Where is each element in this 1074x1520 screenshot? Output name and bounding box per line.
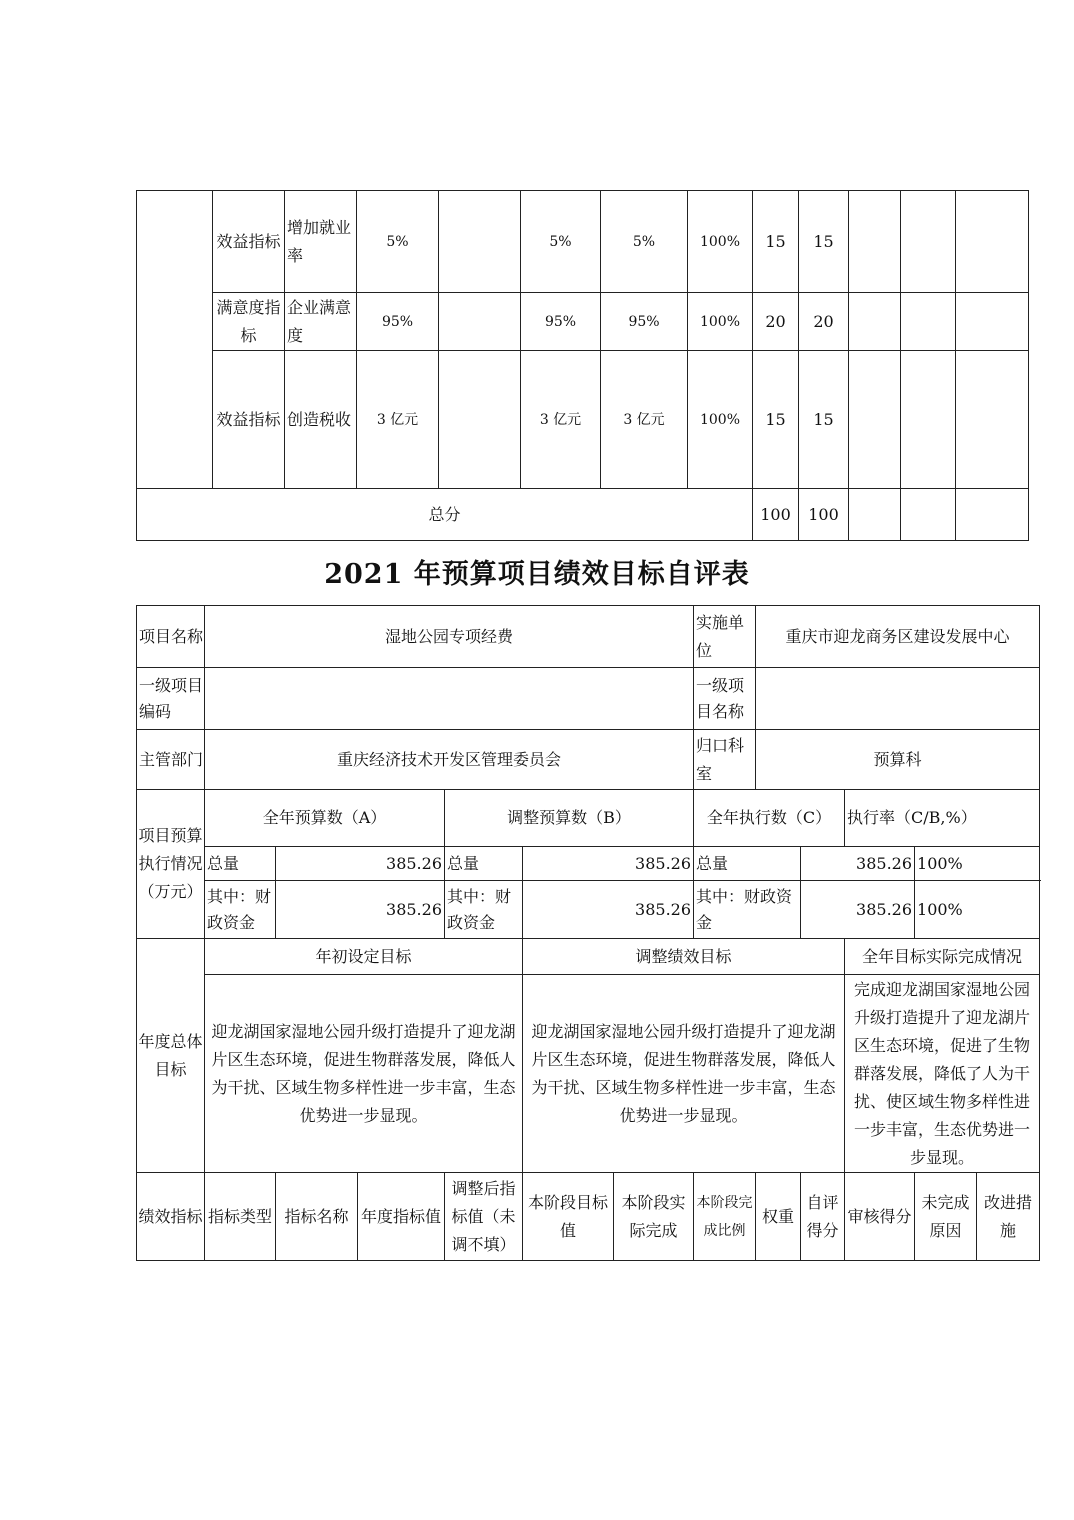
stage-ratio: 100% (688, 191, 753, 293)
stage-actual: 95% (601, 293, 688, 351)
a-fiscal-value: 385.26 (276, 881, 445, 939)
perf-header: 指标名称 (276, 1173, 358, 1261)
b-fiscal-label: 其中：财政资金 (445, 881, 523, 939)
unfinished-reason (901, 351, 956, 489)
total-label: 总分 (137, 489, 753, 541)
perf-header-row (137, 1173, 1040, 1261)
total-reason (901, 489, 956, 541)
project-name-label: 项目名称 (137, 606, 205, 668)
stage-ratio: 100% (688, 293, 753, 351)
table-row (137, 293, 1029, 351)
indicator-name: 企业满意度 (285, 293, 357, 351)
improvement (956, 351, 1029, 489)
annual-target: 5% (357, 191, 439, 293)
review-score (849, 293, 901, 351)
weight: 20 (753, 293, 799, 351)
dept-label: 主管部门 (137, 730, 205, 790)
improvement (956, 191, 1029, 293)
adjusted-goal-text: 迎龙湖国家湿地公园升级打造提升了迎龙湖片区生态环境，促进生物群落发展，降低人为干扰、区域生物多样性进一步丰富，生态优势进一步显现。 (523, 975, 845, 1173)
budget-exec-label: 项目预算执行情况（万元） (137, 790, 205, 939)
c-total-label: 总量 (694, 847, 801, 881)
table-row (137, 730, 1040, 790)
table-row (137, 606, 1040, 668)
perf-header: 指标类型 (205, 1173, 276, 1261)
self-score: 15 (799, 191, 849, 293)
initial-goal-header: 年初设定目标 (205, 939, 523, 975)
self-evaluation-form (136, 605, 1040, 1261)
c-fiscal-value: 385.26 (801, 881, 915, 939)
level1-name-label: 一级项目名称 (694, 668, 756, 730)
table-row (137, 351, 1029, 489)
weight: 15 (753, 351, 799, 489)
unfinished-reason (901, 293, 956, 351)
indicator-type: 效益指标 (213, 191, 285, 293)
total-weight: 100 (753, 489, 799, 541)
perf-header: 自评得分 (801, 1173, 845, 1261)
total-score: 100 (799, 489, 849, 541)
project-name-value: 湿地公园专项经费 (205, 606, 694, 668)
c-total-value: 385.26 (801, 847, 915, 881)
indicator-name: 创造税收 (285, 351, 357, 489)
perf-header: 绩效指标 (137, 1173, 205, 1261)
perf-header: 未完成原因 (915, 1173, 977, 1261)
unfinished-reason (901, 191, 956, 293)
total-review (849, 489, 901, 541)
perf-header: 年度指标值 (358, 1173, 445, 1261)
annual-target: 95% (357, 293, 439, 351)
rate-fiscal-value: 100% (915, 881, 1040, 939)
indicator-name: 增加就业率 (285, 191, 357, 293)
level1-name-value (756, 668, 1040, 730)
review-score (849, 191, 901, 293)
perf-header: 本阶段实际完成 (614, 1173, 694, 1261)
self-score: 20 (799, 293, 849, 351)
total-improvement (956, 489, 1029, 541)
weight: 15 (753, 191, 799, 293)
col-a-header: 全年预算数（A） (205, 790, 445, 847)
b-total-value: 385.26 (523, 847, 694, 881)
dept-value: 重庆经济技术开发区管理委员会 (205, 730, 694, 790)
a-total-value: 385.26 (276, 847, 445, 881)
stage-actual: 3 亿元 (601, 351, 688, 489)
actual-goal-text: 完成迎龙湖国家湿地公园升级打造提升了迎龙湖片区生态环境，促进了生物群落发展，降低了人为干扰、使区域生物多样性进一步丰富，生态优势进一步显现。 (845, 975, 1040, 1173)
table-row (137, 939, 1040, 975)
b-fiscal-value: 385.26 (523, 881, 694, 939)
table-row (137, 881, 1040, 939)
rate-total-value: 100% (915, 847, 1040, 881)
c-fiscal-label: 其中：财政资金 (694, 881, 801, 939)
table-row (137, 790, 1040, 847)
perf-header: 权重 (756, 1173, 801, 1261)
table-row (137, 975, 1040, 1173)
table-row (137, 847, 1040, 881)
adjusted-target (439, 191, 521, 293)
perf-header: 调整后指标值（未调不填） (445, 1173, 523, 1261)
col-rate-header: 执行率（C/B,%） (845, 790, 1040, 847)
stage-target: 3 亿元 (521, 351, 601, 489)
perf-indicator-blank-cell (137, 191, 213, 489)
total-row (137, 489, 1029, 541)
annual-goal-label: 年度总体目标 (137, 939, 205, 1173)
col-c-header: 全年执行数（C） (694, 790, 845, 847)
actual-goal-header: 全年目标实际完成情况 (845, 939, 1040, 975)
perf-header: 改进措施 (977, 1173, 1040, 1261)
table-row (137, 191, 1029, 293)
stage-target: 5% (521, 191, 601, 293)
perf-header: 本阶段完成比例 (694, 1173, 756, 1261)
col-b-header: 调整预算数（B） (445, 790, 694, 847)
b-total-label: 总量 (445, 847, 523, 881)
annual-target: 3 亿元 (357, 351, 439, 489)
adjusted-goal-header: 调整绩效目标 (523, 939, 845, 975)
unit-label: 实施单位 (694, 606, 756, 668)
level1-code-value (205, 668, 694, 730)
office-label: 归口科室 (694, 730, 756, 790)
level1-code-label: 一级项目编码 (137, 668, 205, 730)
improvement (956, 293, 1029, 351)
stage-actual: 5% (601, 191, 688, 293)
stage-ratio: 100% (688, 351, 753, 489)
a-total-label: 总量 (205, 847, 276, 881)
indicator-type: 效益指标 (213, 351, 285, 489)
review-score (849, 351, 901, 489)
self-score: 15 (799, 351, 849, 489)
perf-header: 本阶段目标值 (523, 1173, 614, 1261)
adjusted-target (439, 293, 521, 351)
office-value: 预算科 (756, 730, 1040, 790)
initial-goal-text: 迎龙湖国家湿地公园升级打造提升了迎龙湖片区生态环境，促进生物群落发展，降低人为干扰、区域生物多样性进一步丰富，生态优势进一步显现。 (205, 975, 523, 1173)
a-fiscal-label: 其中：财政资金 (205, 881, 276, 939)
adjusted-target (439, 351, 521, 489)
continued-indicator-table (136, 190, 1029, 541)
table-row (137, 668, 1040, 730)
unit-value: 重庆市迎龙商务区建设发展中心 (756, 606, 1040, 668)
perf-header: 审核得分 (845, 1173, 915, 1261)
stage-target: 95% (521, 293, 601, 351)
indicator-type: 满意度指标 (213, 293, 285, 351)
page-title: 2021 年预算项目绩效目标自评表 (324, 559, 750, 590)
